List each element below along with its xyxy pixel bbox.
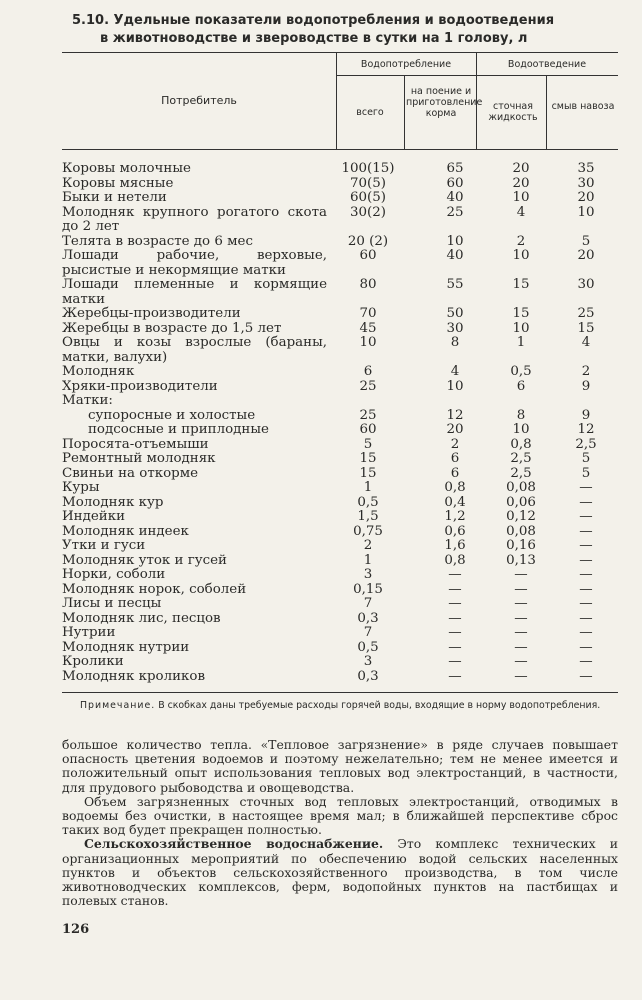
page-number: 126 <box>62 922 90 937</box>
row-wastewater: 0,12 <box>506 509 536 524</box>
row-drinking-feed: 1,6 <box>444 538 466 553</box>
row-total: 60 <box>359 422 377 437</box>
row-wastewater: 2,5 <box>510 451 532 466</box>
row-consumer: Жеребцы-производители <box>62 306 241 321</box>
row-consumer: Кролики <box>62 654 124 669</box>
row-consumer: Коровы мясные <box>62 175 174 191</box>
row-wastewater: 10 <box>512 248 530 263</box>
paragraph-3 <box>62 837 618 908</box>
table-row <box>62 510 622 525</box>
table-row <box>62 249 622 278</box>
row-consumer: Молодняк нутрии <box>62 639 190 655</box>
row-manure-flush: 30 <box>577 175 595 191</box>
row-wastewater: 0,16 <box>506 538 536 553</box>
row-total: 60 <box>359 248 377 263</box>
table-row <box>62 626 622 641</box>
row-manure-flush: 4 <box>581 335 591 350</box>
row-manure-flush: 10 <box>577 204 595 220</box>
table-row <box>62 235 622 250</box>
row-manure-flush: 2,5 <box>575 436 597 452</box>
row-wastewater: 4 <box>516 204 526 220</box>
row-consumer: Молодняк уток и гусей <box>62 552 227 568</box>
row-consumer: Куры <box>62 480 100 495</box>
header-wastewater: сточная жидкость <box>488 101 538 123</box>
table-row <box>62 641 622 656</box>
row-total: 0,75 <box>353 523 383 539</box>
row-manure-flush: — <box>579 625 593 640</box>
row-drinking-feed: — <box>448 567 462 582</box>
row-consumer: Хряки-производители <box>62 378 218 394</box>
row-wastewater: 0,5 <box>510 364 532 379</box>
row-consumer: Матки: <box>62 393 113 408</box>
row-consumer: Овцы и козы взрослые (бараны, матки, валухи) <box>62 335 327 365</box>
table-row <box>62 394 622 409</box>
row-drinking-feed: 25 <box>446 204 464 220</box>
row-drinking-feed: 55 <box>446 277 464 292</box>
table-row <box>62 612 622 627</box>
row-total: 7 <box>363 625 373 640</box>
row-total: 1,5 <box>357 509 379 524</box>
row-manure-flush: 5 <box>581 451 591 466</box>
row-manure-flush: — <box>579 654 593 669</box>
row-wastewater: — <box>514 581 528 597</box>
row-consumer: Утки и гуси <box>62 538 146 553</box>
row-consumer: Молодняк индеек <box>62 523 189 539</box>
table-row <box>62 655 622 670</box>
row-total: 70(5) <box>349 175 386 191</box>
row-drinking-feed: 40 <box>446 248 464 263</box>
table-bottom-rule <box>62 692 618 693</box>
header-group-rule <box>336 75 618 76</box>
table-row <box>62 336 622 365</box>
table-header-bottom-rule <box>62 149 618 150</box>
row-wastewater: — <box>514 639 528 655</box>
note-text: В скобках даны требуемые расходы горячей воды, входящие в норму водопотребления. <box>158 700 601 711</box>
table-title-line-1: 5.10. Удельные показатели водопотребления и водоотведения <box>72 13 555 28</box>
header-water-disposal: Водоотведение <box>507 59 587 70</box>
table-row <box>62 554 622 569</box>
row-consumer: Лошади рабочие, верховые, рысистые и некормящие матки <box>62 248 327 278</box>
row-total: 7 <box>363 596 373 611</box>
paragraph-2: Объем загрязненных сточных вод тепловых электростанций, отводимых в водоемы без очистки, в настоящее время мал; в ближайшей перспективе сброс таких вод будет прекращен полностью. <box>62 793 618 838</box>
row-manure-flush: 20 <box>577 190 595 205</box>
table-row <box>62 496 622 511</box>
table-row <box>62 380 622 395</box>
row-wastewater: — <box>514 596 528 611</box>
paragraph-3-text: Это комплекс технических и организационных мероприятий по обеспечению водой сельских населенных пунктов и объектов сельскохозяйственного производства, в том числе животноводческих комплексов, ферм, водопойных пунктов на пастбищах и полевых станов. <box>62 836 618 909</box>
row-wastewater: — <box>514 668 528 684</box>
row-total: 2 <box>363 538 373 553</box>
row-consumer: Норки, соболи <box>62 567 166 582</box>
row-manure-flush: 20 <box>577 248 595 263</box>
table-row <box>62 539 622 554</box>
row-wastewater: — <box>514 567 528 582</box>
row-consumer: Молодняк <box>62 364 135 379</box>
row-wastewater: 15 <box>512 306 530 321</box>
row-drinking-feed: 30 <box>446 320 464 336</box>
table-row <box>62 525 622 540</box>
table-row <box>62 467 622 482</box>
row-wastewater: 1 <box>516 335 526 350</box>
row-manure-flush: — <box>579 610 593 626</box>
row-wastewater: 10 <box>512 422 530 437</box>
table-row <box>62 191 622 206</box>
row-drinking-feed: 8 <box>450 335 460 350</box>
row-drinking-feed: 65 <box>446 161 464 176</box>
row-total: 0,3 <box>357 610 379 626</box>
row-manure-flush: — <box>579 523 593 539</box>
row-total: 0,3 <box>357 668 379 684</box>
table-row <box>62 206 622 235</box>
table-row <box>62 409 622 424</box>
row-total: 70 <box>359 306 377 321</box>
row-total: 100(15) <box>341 161 395 176</box>
row-drinking-feed: 6 <box>450 465 460 481</box>
table-row <box>62 583 622 598</box>
row-drinking-feed: 10 <box>446 378 464 394</box>
row-wastewater: 15 <box>512 277 530 292</box>
row-wastewater: 20 <box>512 161 530 176</box>
row-consumer: Нутрии <box>62 625 116 640</box>
table-top-rule <box>62 52 618 53</box>
row-total: 6 <box>363 364 373 379</box>
row-consumer: Поросята-отъемыши <box>62 436 209 452</box>
row-drinking-feed: 20 <box>446 422 464 437</box>
row-drinking-feed: 1,2 <box>444 509 466 524</box>
row-total: 5 <box>363 436 373 452</box>
row-consumer: Лошади племенные и кормящие матки <box>62 277 327 307</box>
row-drinking-feed: — <box>448 581 462 597</box>
header-divider-4 <box>546 75 547 149</box>
row-total: 0,5 <box>357 494 379 510</box>
row-total: 60(5) <box>349 190 386 205</box>
row-manure-flush: 9 <box>581 407 591 423</box>
row-consumer: Свиньи на откорме <box>62 465 199 481</box>
row-drinking-feed: 60 <box>446 175 464 191</box>
table-row <box>62 481 622 496</box>
row-total: 10 <box>359 335 377 350</box>
row-manure-flush: — <box>579 668 593 684</box>
table-row <box>62 423 622 438</box>
row-wastewater: 6 <box>516 378 526 394</box>
row-wastewater: 2 <box>516 233 526 249</box>
row-consumer: подсосные и приплодные <box>88 422 269 437</box>
row-drinking-feed: 0,8 <box>444 480 466 495</box>
row-drinking-feed: 40 <box>446 190 464 205</box>
row-wastewater: 0,8 <box>510 436 532 452</box>
row-manure-flush: 35 <box>577 161 595 176</box>
row-total: 3 <box>363 567 373 582</box>
table-row <box>62 322 622 337</box>
header-consumer: Потребитель <box>161 94 237 107</box>
row-manure-flush: 2 <box>581 364 591 379</box>
row-total: 15 <box>359 465 377 481</box>
paragraph-1: большое количество тепла. «Тепловое загрязнение» в ряде случаев повышает опасность цветения водоемов и поэтому нежелательно; тем не менее имеется и положительный опыт использования тепловых вод электростанций, в частности, для прудового рыбоводства и овощеводства. <box>62 737 618 795</box>
table-row <box>62 162 622 177</box>
row-manure-flush: 5 <box>581 233 591 249</box>
row-total: 45 <box>359 320 377 336</box>
row-manure-flush: 9 <box>581 378 591 394</box>
row-drinking-feed: — <box>448 610 462 626</box>
table-title <box>72 12 632 48</box>
row-wastewater: 0,13 <box>506 552 536 568</box>
table-row <box>62 670 622 685</box>
row-drinking-feed: 0,4 <box>444 494 466 510</box>
row-consumer: Молодняк кур <box>62 494 164 510</box>
row-manure-flush: — <box>579 639 593 655</box>
row-consumer: Молодняк кроликов <box>62 668 205 684</box>
row-manure-flush: — <box>579 538 593 553</box>
header-manure-flush: смыв навоза <box>551 101 615 112</box>
table-row <box>62 177 622 192</box>
row-wastewater: 10 <box>512 320 530 336</box>
note-lead: Примечание. <box>80 700 156 711</box>
row-drinking-feed: 6 <box>450 451 460 466</box>
row-wastewater: 0,08 <box>506 480 536 495</box>
table-row <box>62 365 622 380</box>
row-total: 25 <box>359 407 377 423</box>
row-total: 30(2) <box>349 204 386 220</box>
row-total: 1 <box>363 552 373 568</box>
row-drinking-feed: — <box>448 654 462 669</box>
header-total: всего <box>356 107 384 118</box>
row-consumer: Лисы и песцы <box>62 596 162 611</box>
row-manure-flush: — <box>579 581 593 597</box>
row-drinking-feed: 2 <box>450 436 460 452</box>
row-drinking-feed: 0,8 <box>444 552 466 568</box>
row-wastewater: 2,5 <box>510 465 532 481</box>
table-note <box>62 700 618 712</box>
row-wastewater: 10 <box>512 190 530 205</box>
table-row <box>62 568 622 583</box>
row-wastewater: 0,08 <box>506 523 536 539</box>
row-total: 15 <box>359 451 377 466</box>
row-total: 3 <box>363 654 373 669</box>
row-consumer: Быки и нетели <box>62 190 167 205</box>
row-manure-flush: 25 <box>577 306 595 321</box>
row-drinking-feed: — <box>448 668 462 684</box>
table-row <box>62 278 622 307</box>
row-manure-flush: — <box>579 494 593 510</box>
row-total: 1 <box>363 480 373 495</box>
row-drinking-feed: — <box>448 639 462 655</box>
row-manure-flush: — <box>579 596 593 611</box>
row-wastewater: — <box>514 625 528 640</box>
body-text <box>62 738 618 908</box>
row-drinking-feed: 12 <box>446 407 464 423</box>
row-wastewater: — <box>514 654 528 669</box>
table-row <box>62 452 622 467</box>
header-divider-3 <box>404 75 405 149</box>
header-water-use: Водопотребление <box>360 59 452 70</box>
row-consumer: Молодняк лис, песцов <box>62 610 221 626</box>
row-manure-flush: 15 <box>577 320 595 336</box>
row-consumer: супоросные и холостые <box>88 407 256 423</box>
table-row <box>62 597 622 612</box>
row-wastewater: — <box>514 610 528 626</box>
row-consumer: Индейки <box>62 509 125 524</box>
row-total: 0,5 <box>357 639 379 655</box>
header-drinking-feed: на поение и приготовление корма <box>406 86 483 119</box>
row-wastewater: 0,06 <box>506 494 536 510</box>
table-row <box>62 438 622 453</box>
row-wastewater: 8 <box>516 407 526 423</box>
row-consumer: Молодняк норок, соболей <box>62 581 247 597</box>
row-drinking-feed: — <box>448 625 462 640</box>
row-total: 80 <box>359 277 377 292</box>
row-consumer: Ремонтный молодняк <box>62 451 216 466</box>
row-manure-flush: — <box>579 480 593 495</box>
row-manure-flush: — <box>579 509 593 524</box>
row-manure-flush: 12 <box>577 422 595 437</box>
table-body <box>62 162 622 684</box>
row-consumer: Коровы молочные <box>62 161 191 176</box>
row-consumer: Жеребцы в возрасте до 1,5 лет <box>62 320 282 336</box>
row-drinking-feed: 50 <box>446 306 464 321</box>
row-manure-flush: 30 <box>577 277 595 292</box>
paragraph-3-heading: Сельскохозяйственное водоснабжение. <box>84 836 384 852</box>
row-manure-flush: 5 <box>581 465 591 481</box>
row-consumer: Телята в возрасте до 6 мес <box>62 233 253 249</box>
row-total: 0,15 <box>353 581 383 597</box>
row-manure-flush: — <box>579 552 593 568</box>
row-drinking-feed: 0,6 <box>444 523 466 539</box>
table-row <box>62 307 622 322</box>
row-total: 20 (2) <box>347 233 389 249</box>
row-consumer: Молодняк крупного рогатого скота до 2 лет <box>62 204 327 234</box>
row-wastewater: 20 <box>512 175 530 191</box>
row-total: 25 <box>359 378 377 394</box>
row-manure-flush: — <box>579 567 593 582</box>
row-drinking-feed: — <box>448 596 462 611</box>
row-drinking-feed: 10 <box>446 233 464 249</box>
table-title-line-2: в животноводстве и звероводстве в сутки на 1 голову, л <box>100 31 528 46</box>
row-drinking-feed: 4 <box>450 364 460 379</box>
